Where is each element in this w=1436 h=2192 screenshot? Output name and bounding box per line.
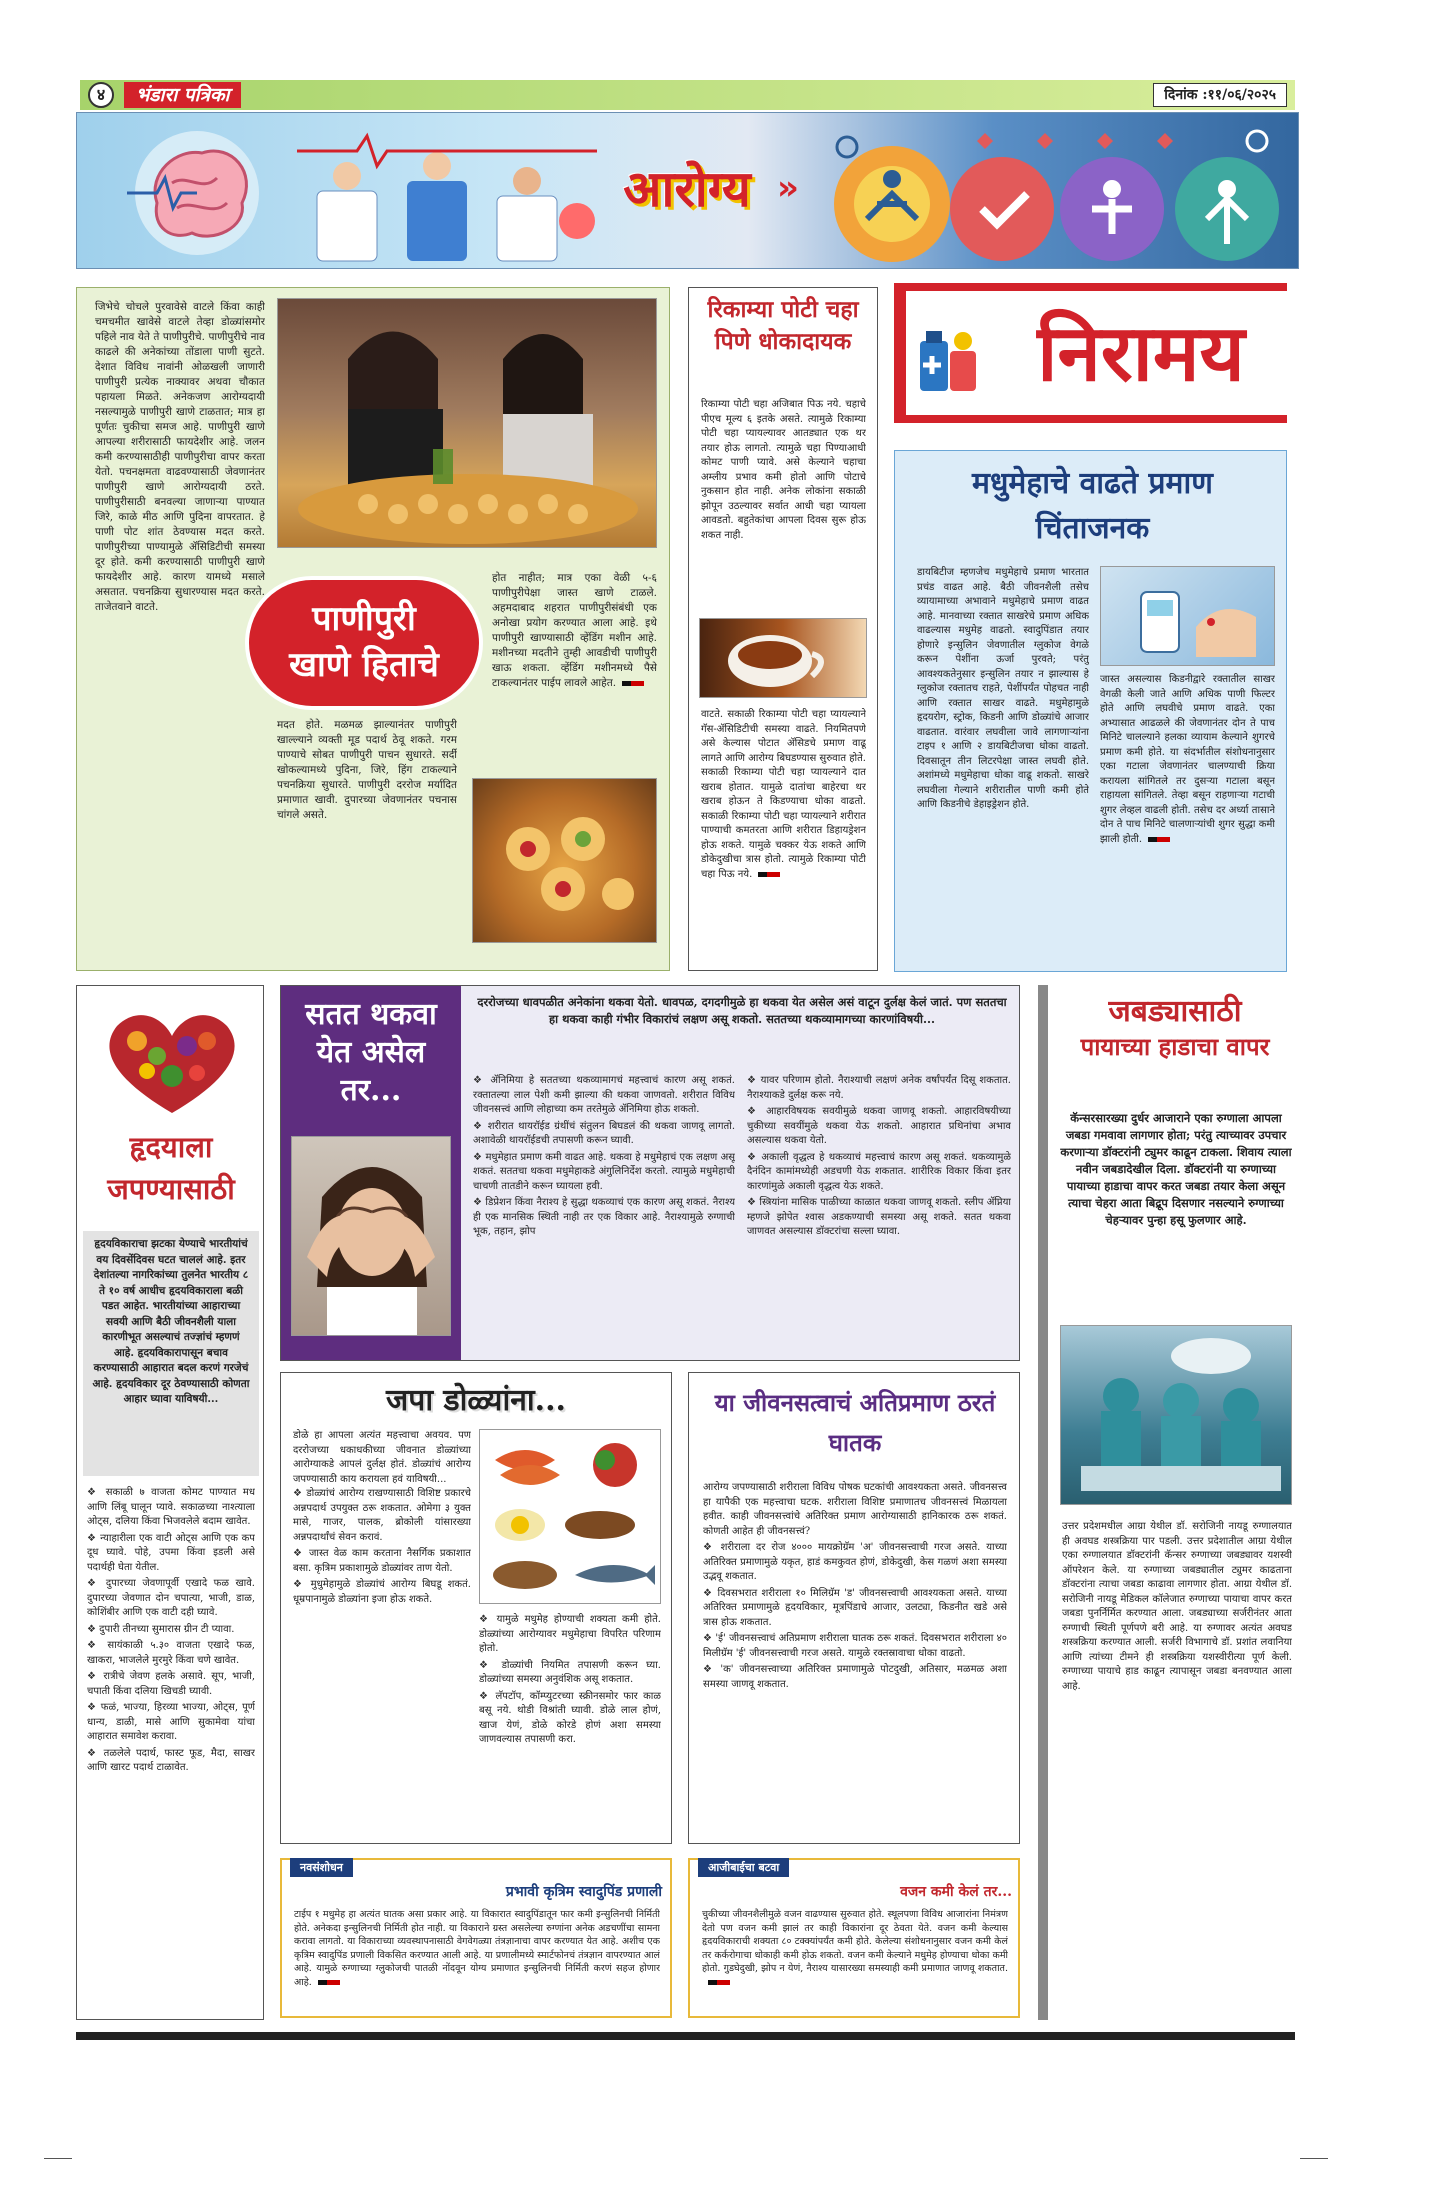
chaat-photo [472,778,657,943]
vitamin-heading [697,1383,1013,1473]
tired-woman-photo [291,1136,451,1336]
jaw-intro-text: कॅन्सरसारख्या दुर्धर आजाराने एका रुग्णाला आपला जबडा गमवावा लागणार होता; परंतु त्याच्यावर उपचार करणाऱ्या डॉक्टरांनी ट्युमर काढून टाकला. शिवाय त्याला नवीन जबडादेखील दिला. डॉक्टरांनी या रुग्णाच्या पायाच्या हाडाचा वापर करत जबडा तयार केला असून त्याचा चेहरा आता बिद्रूप दिसणार नसल्याने रुग्णाच्या चेहऱ्यावर पुन्हा हसू फुलणार आहे. [1060,1111,1292,1227]
glucose-test-photo [1100,566,1275,666]
vitamin-body [703,1481,1007,1836]
panipuri-col2-text: होत नाहीत; मात्र एका वेळी ५-६ पाणीपुरीपेक्षा जास्त खाणे टाळले. अहमदाबाद शहरात पाणीपुरीसंबंधी एक अनोखा प्रयोग करण्यात आला आहे. इथे पाणीपुरी खाण्यासाठी व्हेंडिंग मशीन आहे. मशीनच्या मदतीने तुम्ही आवडीची पाणीपुरी खाऊ शकता. व्हेंडिंग मशीनमध्ये पैसे टाकल्यानंतर पाईप लावले आहेत. [492,572,657,689]
fatigue-heading-panel [281,986,461,1360]
diabetes-body1-text: डायबिटीज म्हणजेच मधुमेहाचे प्रमाण भारतात प्रचंड वाढत आहे. बैठी जीवनशैली तसेच व्यायामाच्या अभावाने मधुमेहाचे प्रमाण वाढत आहे. मानवाच्या रक्तात साखरेचे प्रमाण अधिक वाढल्यास मधुमेह वाढतो. स्वादुपिंडात तयार होणारे इन्सुलिन जेवणातील ग्लुकोज वेगळे करून पेशींना ऊर्जा पुरवते; परंतु आवश्यकतेनुसार इन्सुलिन तयार न झाल्यास हे ग्लुकोज रक्तातच राहते, पेशींपर्यंत पोहचत नाही आणि रक्तात साखर वाढते. मधुमेहामुळे हृदयरोग, स्ट्रोक, किडनी आणि डोळ्यांचे आजार वाढतात. वारंवार लघवीला जावे लागणाऱ्यांना टाइप १ आणि २ डायबिटीजचा धोका वाढतो. दिवसातून तीन लिटरपेक्षा जास्त लघवी होते. अशांमध्ये मधुमेहाचा धोका वाढू शकतो. साखरे लघवीला गेल्याने शरीरातील पाणी कमी होते आणि किडनीचे डेहाइड्रेशन होते. [917,567,1089,810]
eyes-intro-text: डोळे हा आपला अत्यंत महत्त्वाचा अवयव. पण दररोजच्या धकाधकीच्या जीवनात डोळ्यांच्या आरोग्याकडे आपलं दुर्लक्ष होतं. डोळ्यांचं आरोग्य जपण्यासाठी काय करायला हवं याविषयी... [293,1430,471,1485]
end-mark [708,1980,730,1985]
list-item: ❖ मधुमेहात प्रमाण कमी वाढत आहे. थकवा हे मधुमेहाचं एक लक्षण असू शकतं. सततचा थकवा मधुमेहाकडे अंगुलिनिर्देश करतो. त्यामुळे मधुमेहाची चाचणी तातडीने करून घ्यायला हवी. [473,1151,735,1195]
panipuri-col3 [277,718,457,963]
pancreas-heading: प्रभावी कृत्रिम स्वादुपिंड प्रणाली [505,1884,662,1900]
list-item: ❖ यावर परिणाम होतो. नैराश्याची लक्षणं अनेक वर्षांपर्यंत दिसू शकतात. नैराश्याकडे दुर्लक्ष करू नये. [747,1074,1011,1103]
panipuri-col3-text: मदत होते. मळमळ झाल्यानंतर पाणीपुरी खाल्ल्याने व्यक्ती मूड पदार्थ ठेवू शकते. गरम पाण्याचे सोबत पाणीपुरी पाचन सुधारते. सर्दी खोकल्यामध्ये पुदिना, जिरे, हिंग टाकल्याने पचनक्रिया सुधारते. पाणीपुरी दररोज मर्यादित प्रमाणात खावी. दुपारच्या जेवणानंतर पचनास चांगले असते. [277,719,457,821]
list-item: ❖ दुपारी तीनच्या सुमारास ग्रीन टी प्यावा. [87,1623,255,1638]
pancreas-body [294,1908,660,2013]
fatigue-intro-text: दररोजच्या धावपळीत अनेकांना थकवा येतो. धावपळ, दगदगीमुळे हा थकवा येत असेल असं वाटून दुर्लक्ष केलं जातं. पण सततचा हा थकवा काही गंभीर विकारांचं लक्षण असू शकतो. सततच्या थकव्यामागच्या कारणांविषयी... [477,995,1007,1026]
list-item: ❖ यामुळे मधुमेह होण्याची शक्यता कमी होते. डोळ्यांच्या आरोग्यावर मधुमेहाचा विपरित परिणाम होतो. [479,1613,661,1657]
chevron-icon: » [777,168,799,208]
health-banner [76,112,1299,269]
tag-research: नवसंशोधन [290,1858,353,1877]
jaw-body [1062,1520,1292,2010]
eyes-heading-text: जपा डोळ्यांना... [386,1383,566,1418]
list-item: ❖ अकाली वृद्धत्व हे थकव्याचं महत्त्वाचं कारण असू शकतं. थकव्यामुळे दैनंदिन कामांमध्येही अडचणी येऊ शकतात. शारीरिक विकार किंवा इतर कारणांमुळे अकाली वृद्धत्व येऊ शकते. [747,1151,1011,1195]
jaw-article [1038,985,1294,2020]
list-item: ❖ रात्रीचे जेवण हलके असावे. सूप, भाजी, चपाती किंवा दलिया खिचडी घ्यावी. [87,1670,255,1699]
footer-rule [76,2032,1295,2040]
list-item: ❖ आहारविषयक सवयीमुळे थकवा जाणवू शकतो. आहारविषयीच्या चुकीच्या सवयींमुळे थकवा येऊ शकतो. आहारात प्रथिनांचा अभाव असल्यास थकवा येतो. [747,1105,1011,1149]
tea-heading-text: रिकाम्या पोटी चहा पिणे धोकादायक [707,296,859,355]
doctors-illustration [297,121,607,266]
heart-heading [85,1126,257,1216]
fatigue-col1 [473,1074,735,1354]
list-item: ❖ 'क' जीवनसत्त्वाच्या अतिरिक्त प्रमाणामुळे पोटदुखी, अतिसार, मळमळ अशा समस्या जाणवू शकतात. [703,1663,1007,1692]
end-mark [622,681,644,686]
eyes-heading [291,1379,661,1425]
pancreas-body-text: टाईप १ मधुमेह हा अत्यंत घातक असा प्रकार आहे. या विकारात स्वादुपिंडातून फार कमी इन्सुलिनची निर्मिती होते. अनेकदा इन्सुलिनची निर्मिती होत नाही. या विकाराने ग्रस्त असलेल्या रुग्णांना अनेक अडचणींचा सामना करावा लागतो. या विकाराच्या व्यवस्थापनासाठी वेगवेगळ्या तंत्रज्ञानाचा वापर करण्यात येत आहे. अशीच एक कृत्रिम स्वादुपिंड प्रणाली विकसित करण्यात आली आहे. या प्रणालीमध्ये स्मार्टफोनचं तंत्रज्ञान वापरण्यात आलं आहे. यामुळे रुग्णाच्या ग्लुकोजची पातळी नोंदवून योग्य प्रमाणात इन्सुलिनची निर्मिती करणं सहज होणार आहे. [294,1909,660,1988]
tea-body1-text: रिकाम्या पोटी चहा अजिबात पिऊ नये. चहाचे पीएच मूल्य ६ इतके असते. त्यामुळे रिकाम्या पोटी चहा प्यायल्यावर आतड्यात एक थर तयार होऊ लागतो. त्यामुळे चहा पिण्याआधी कोमट पाणी प्यावे. असे केल्याने चहाचा अम्लीय प्रभाव कमी होतो आणि पोटाचे नुकसान होत नाही. अनेक लोकांना सकाळी झोपून उठल्यावर सर्वात आधी चहा प्यायला आवडतो. बहुतेकांचा आपला दिवस सुरू होऊ शकत नाही. [701,399,866,541]
heart-intro [83,1231,259,1476]
list-item: ❖ लॅपटॉप, कॉम्प्युटरच्या स्क्रीनसमोर फार काळ बसू नये. थोडी विश्रांती घ्यावी. डोळे लाल होणं, खाज येणं, डोळे कोरडे होणं अशा समस्या जाणवल्यास तपासणी करा. [479,1690,661,1748]
tea-article [688,287,878,971]
diabetes-article [894,450,1287,972]
heart-heading-text: हृदयाला जपण्यासाठी [107,1130,235,1206]
fatigue-article [280,985,1020,1361]
crop-mark-left [44,2158,72,2159]
tea-body2 [701,708,866,963]
list-item: ❖ सायंकाळी ५.३० वाजता एखादे फळ, खाकरा, भाजलेले मुरमुरे किंवा चणे खावेत. [87,1639,255,1668]
heart-list [87,1486,255,2011]
page-number: ४ [88,82,114,108]
diabetes-body2-text: जास्त असल्यास किडनीद्वारे रक्तातील साखर वेगळी केली जाते आणि अधिक पाणी फिल्टर होते आणि लघवीचे प्रमाण वाढते. एका अभ्यासात आढळले की जेवणानंतर दोन ते पाच मिनिटे चालल्याने हलका व्यायाम केल्याने शुगरचे प्रमाण कमी होते. या संदर्भातील संशोधनानुसार एका गटाला जेवणानंतर चालण्याची क्रिया करायला सांगितले तर दुसऱ्या गटाला बसून राहायला सांगितले. तेव्हा बसून राहणाऱ्या गटाची शुगर लेव्हल वाढली होती. तसेच दर अर्ध्या तासाने दोन ते पाच मिनिटे चालणाऱ्यांची शुगर सुद्धा कमी झाली होती. [1100,674,1275,845]
heart-article [76,985,264,2020]
end-mark [1148,837,1170,842]
issue-date: दिनांक :११/०६/२०२५ [1153,83,1287,107]
end-mark [318,1980,340,1985]
fatigue-heading [287,996,455,1106]
niramay-banner [894,283,1287,423]
list-item: ❖ डिप्रेशन किंवा नैराश्य हे सुद्धा थकव्याचं एक कारण असू शकतं. नैराश्य ही एक मानसिक स्थिती नाही तर एक विकार आहे. नैराश्यामुळे रुग्णाची भूक, तहान, झोप [473,1196,735,1240]
list-item: ❖ शरीरात थायरॉईड ग्रंथींचं संतुलन बिघडलं की थकवा जाणवू लागतो. अशावेळी थायरॉईडची तपासणी करून घ्यावी. [473,1120,735,1149]
tag-remedy: आजीबाईचा बटवा [698,1858,789,1877]
pancreas-article [280,1858,672,2018]
list-item: ❖ दुपारच्या जेवणापूर्वी एखादे फळ खावे. दुपारच्या जेवणात दोन चपात्या, भाजी, डाळ, कोशिंबीर आणि एक वाटी दही घ्यावे. [87,1577,255,1621]
jaw-heading-line2: पायाच्या हाडाचा वापर [1080,1032,1270,1061]
tea-heading [695,294,871,394]
jaw-intro [1060,1110,1292,1300]
list-item: ❖ स्त्रियांना मासिक पाळीच्या काळात थकवा जाणवू शकतो. स्लीप ॲप्निया म्हणजे झोपेत श्वास अडकण्याची समस्या असू शकते. सतत थकवा जाणवत असल्यास डॉक्टरांचा सल्ला घ्यावा. [747,1196,1011,1240]
paper-name: भंडारा पत्रिका [124,82,241,108]
diabetes-heading [915,461,1270,561]
masthead-bar [80,80,1295,110]
tea-body2-text: वाटते. सकाळी रिकाम्या पोटी चहा प्यायल्याने गॅस-ॲसिडिटीची समस्या वाढते. नियमितपणे असे केल्यास पोटात ॲसिडचे प्रमाण वाढू लागते आणि आरोग्य बिघडण्यास सुरुवात होते. सकाळी रिकाम्या पोटी चहा प्यायल्याने दात खराब होतात. यामुळे दातांचा बाहेरचा थर खराब होऊन ते किडण्याचा धोका वाढतो. सकाळी रिकाम्या पोटी चहा प्यायल्याने शरीरात पाण्याची कमतरता आणि शरीरात डिहायड्रेशन होऊ शकते. यामुळे चक्कर येऊ शकते आणि डोकेदुखीचा त्रास होतो. त्यामुळे रिकाम्या पोटी चहा पिऊ नये. [701,709,866,880]
panipuri-photo [277,298,657,548]
section-title-text: आरोग्य [623,159,751,218]
brain-illustration [117,123,277,263]
diabetes-body2 [1100,673,1275,963]
panipuri-col1-text: जिभेचे चोचले पुरवावेसे वाटले किंवा काही चमचमीत खावेसे वाटले तेव्हा डोळ्यांसमोर पहिले नाव येते ते पाणीपुरीचे. पाणीपुरीचे नाव काढले की अनेकांच्या तोंडाला पाणी सुटते. देशात विविध नावांनी ओळखली जाणारी पाणीपुरी प्रत्येक नाक्यावर अथवा चौकात पहायला मिळते. अनेकजण आरोग्यदायी नसल्यामुळे पाणीपुरी खाणे टाळतात; मात्र हा पूर्णतः चुकीचा समज आहे. पाणीपुरी खाणे आपल्या शरीरासाठी फायदेशीर आहे. जलन कमी करण्यासाठीही पाणीपुरीचा वापर करता येतो. पचनक्षमता वाढवण्यासाठी जेवणानंतर पाणीपुरी खाणे आरोग्यदायी ठरते. पाणीपुरीसाठी बनवल्या जाणाऱ्या पाण्यात जिरे, काळे मीठ आणि पुदिना वापरतात. हे पाणी पोट शांत ठेवण्यास मदत करते. पाणीपुरीच्या पाण्यामुळे ॲसिडिटीची समस्या दूर होते. कमी करण्यासाठी पाणीपुरी खाणे फायदेशीर आहे. कारण यामध्ये मसाले असतात. पचनक्रिया सुधारण्यास मदत करते. ताजेतवाने वाटते. [95,301,265,613]
list-item: ❖ दिवसभरात शरीराला १० मिलिग्रॅम 'ड' जीवनसत्त्वाची आवश्यकता असते. याच्या अतिरिक्त प्रमाणामुळे हृदयविकार, मूत्रपिंडाचे आजार, उलट्या, किडनीत खडे असे त्रास होऊ शकतात. [703,1587,1007,1631]
jaw-body-text: उत्तर प्रदेशमधील आग्रा येथील डॉ. सरोजिनी नायडू रुग्णालयात ही अवघड शस्त्रक्रिया पार पडली. उत्तर प्रदेशातील आग्रा येथील एका रुग्णालयात डॉक्टरांनी कॅन्सर रुग्णाच्या जबड्यावर यशस्वी ऑपरेशन केले. या रुग्णाच्या जबड्यातील ट्युमर काढताना डॉक्टरांना त्याचा जबडा काढावा लागणार होता. आग्रा येथील डॉ. सरोजिनी नायडू मेडिकल कॉलेजात रुग्णाच्या पायाचा वापर करत जबडा पुनर्निर्मित करण्यात आला. जबड्याच्या सर्जरीनंतर आता रुग्णाची स्थिती पूर्णपणे बरी आहे. या रुग्णावर अत्यंत अवघड शस्त्रक्रिया करण्यात आली. सर्जरी विभागाचे डॉ. प्रशांत लवानिया आणि त्यांच्या टीमने ही शस्त्रक्रिया यशस्वीरीत्या पूर्ण केली. रुग्णाच्या पायाचे हाड काढून त्यापासून जबडा बनवण्यात आला आहे. [1062,1521,1292,1692]
jaw-heading-line1: जबड्यासाठी [1108,994,1242,1029]
fatigue-heading-text: सतत थकवा येत असेल तर... [305,997,437,1108]
list-item: ❖ मुधुमेहामुळे डोळ्यांचं आरोग्य बिघडू शकतं. धूम्रपानामुळे डोळ्यांना इजा होऊ शकते. [293,1578,471,1607]
list-item: ❖ 'ई' जीवनसत्त्वाचं अतिप्रमाण शरीराला घातक ठरू शकतं. दिवसभरात शरीराला ४० मिलीग्रॅम 'ई' जीवनसत्त्वाची गरज असते. यामुळे रक्तस्रावाचा धोका वाढतो. [703,1632,1007,1661]
list-item: ❖ तळलेले पदार्थ, फास्ट फूड, मैदा, साखर आणि खारट पदार्थ टाळावेत. [87,1747,255,1776]
eyes-body1 [293,1429,471,1834]
list-item: ❖ जास्त वेळ काम करताना नैसर्गिक प्रकाशात बसा. कृत्रिम प्रकाशामुळे डोळ्यांवर ताण येतो. [293,1547,471,1576]
end-mark [758,872,780,877]
list-item: ❖ सकाळी ७ वाजता कोमट पाण्यात मध आणि लिंबू घालून प्यावे. सकाळच्या नाश्त्याला ओट्स, दलिया किंवा भिजवलेले बदाम खावेत. [87,1486,255,1530]
eye-foods-photo [479,1429,661,1604]
eyes-article [280,1372,672,1844]
vitamin-intro-text: आरोग्य जपण्यासाठी शरीराला विविध पोषक घटकांची आवश्यकता असते. जीवनसत्त्व हा यापैकी एक महत्त्वाचा घटक. शरीराला विशिष्ट प्रमाणातच जीवनसत्त्वं मिळायला हवीत. काही जीवनसत्त्वांचे अतिरिक्त प्रमाण आरोग्यासाठी हानिकारक ठरू शकतं. कोणती आहेत ही जीवनसत्त्वं? [703,1482,1007,1537]
fatigue-intro [473,994,1011,1066]
list-item: ❖ शरीराला दर रोज ४००० मायक्रोग्रॅम 'अ' जीवनसत्त्वाची गरज असते. याच्या अतिरिक्त प्रमाणामुळे यकृत, हाडं कमकुवत होणं, डोकेदुखी, केस गळणं अशा समस्या उद्भवू शकतात. [703,1541,1007,1585]
niramay-title: निरामय [1037,308,1245,399]
crop-mark-right [1300,2158,1328,2159]
jaw-heading [1056,993,1294,1103]
list-item: ❖ डोळ्यांचं आरोग्य राखण्यासाठी विशिष्ट प्रकारचे अन्नपदार्थ उपयुक्त ठरू शकतात. ओमेगा ३ युक्त मासे, गाजर, पालक, ब्रोकोली यांसारख्या अन्नपदार्थांचं सेवन करावं. [293,1487,471,1545]
weight-body [702,1908,1008,2013]
panipuri-heading-text: पाणीपुरी खाणे हिताचे [289,599,439,685]
heart-fruits-illustration [97,1001,247,1121]
eyes-body2 [479,1613,661,1835]
list-item: ❖ डोळ्यांची नियमित तपासणी करून घ्या. डोळ्यांच्या समस्या अनुवंशिक असू शकतात. [479,1659,661,1688]
diabetes-body1 [917,566,1089,961]
weight-body-text: चुकीच्या जीवनशैलीमुळे वजन वाढण्यास सुरुवात होते. स्थूलपणा विविध आजारांना निमंत्रण देतो पण वजन कमी झालं तर काही विकारांना दूर ठेवता येते. वजन कमी केल्यास हृदयविकाराची शक्यता ८० टक्क्यांपर्यंत कमी होते. केलेल्या संशोधनानुसार वजन कमी केलं तर कर्करोगाचा धोकाही कमी होऊ शकतो. वजन कमी केल्याने मधुमेह होण्याचा धोका कमी होतो. गुडघेदुखी, झोप न येणं, नैराश्य यासारख्या समस्याही कमी प्रमाणात जाणवू शकतात. [702,1909,1008,1974]
panipuri-col1 [95,300,265,960]
medicine-icon [912,311,982,401]
wellness-icons [817,119,1297,267]
surgery-photo [1060,1325,1292,1505]
vitamin-heading-text: या जीवनसत्वाचं अतिप्रमाण ठरतं घातक [714,1388,996,1457]
tea-photo [699,618,867,698]
vitamin-article [688,1372,1020,1844]
heart-intro-text: हृदयविकाराचा झटका येण्याचे भारतीयांचं वय दिवसेंदिवस घटत चाललं आहे. इतर देशांतल्या नागरिकांच्या तुलनेत भारतीय ८ ते १० वर्ष आधीच हृदयविकाराला बळी पडत आहेत. भारतीयांच्या आहाराच्या सवयी आणि बैठी जीवनशैली याला कारणीभूत असल्याचं तज्ज्ञांचं म्हणणं आहे. हृदयविकारापासून बचाव करण्यासाठी आहारात बदल करणं गरजेचं आहे. हृदयविकार दूर ठेवण्यासाठी कोणता आहार घ्यावा याविषयी... [92,1238,250,1405]
weight-article [688,1858,1020,2018]
panipuri-heading [249,580,479,706]
list-item: ❖ न्याहारीला एक वाटी ओट्स आणि एक कप दूध घ्यावे. पोहे, उपमा किंवा इडली असे पदार्थही घेता येतील. [87,1532,255,1576]
list-item: ❖ फळं, भाज्या, हिरव्या भाज्या, ओट्स, पूर्ण धान्य, डाळी, मासे आणि सुकामेवा यांचा आहारात समावेश करावा. [87,1701,255,1745]
panipuri-article [76,287,670,971]
list-item: ❖ ॲनिमिया हे सततच्या थकव्यामागचं महत्त्वाचं कारण असू शकतं. रक्तातल्या लाल पेशी कमी झाल्या की थकवा जाणवतो. शरीरात विविध जीवनसत्त्वं आणि लोहाच्या कम तरतेमुळे ॲनिमिया होऊ शकतो. [473,1074,735,1118]
tea-body1 [701,398,866,648]
diabetes-heading-text: मधुमेहाचे वाढते प्रमाण चिंताजनक [972,466,1213,546]
section-title [602,141,772,236]
weight-heading: वजन कमी केलं तर... [900,1884,1012,1900]
fatigue-col2 [747,1074,1011,1354]
panipuri-col2 [492,571,657,771]
